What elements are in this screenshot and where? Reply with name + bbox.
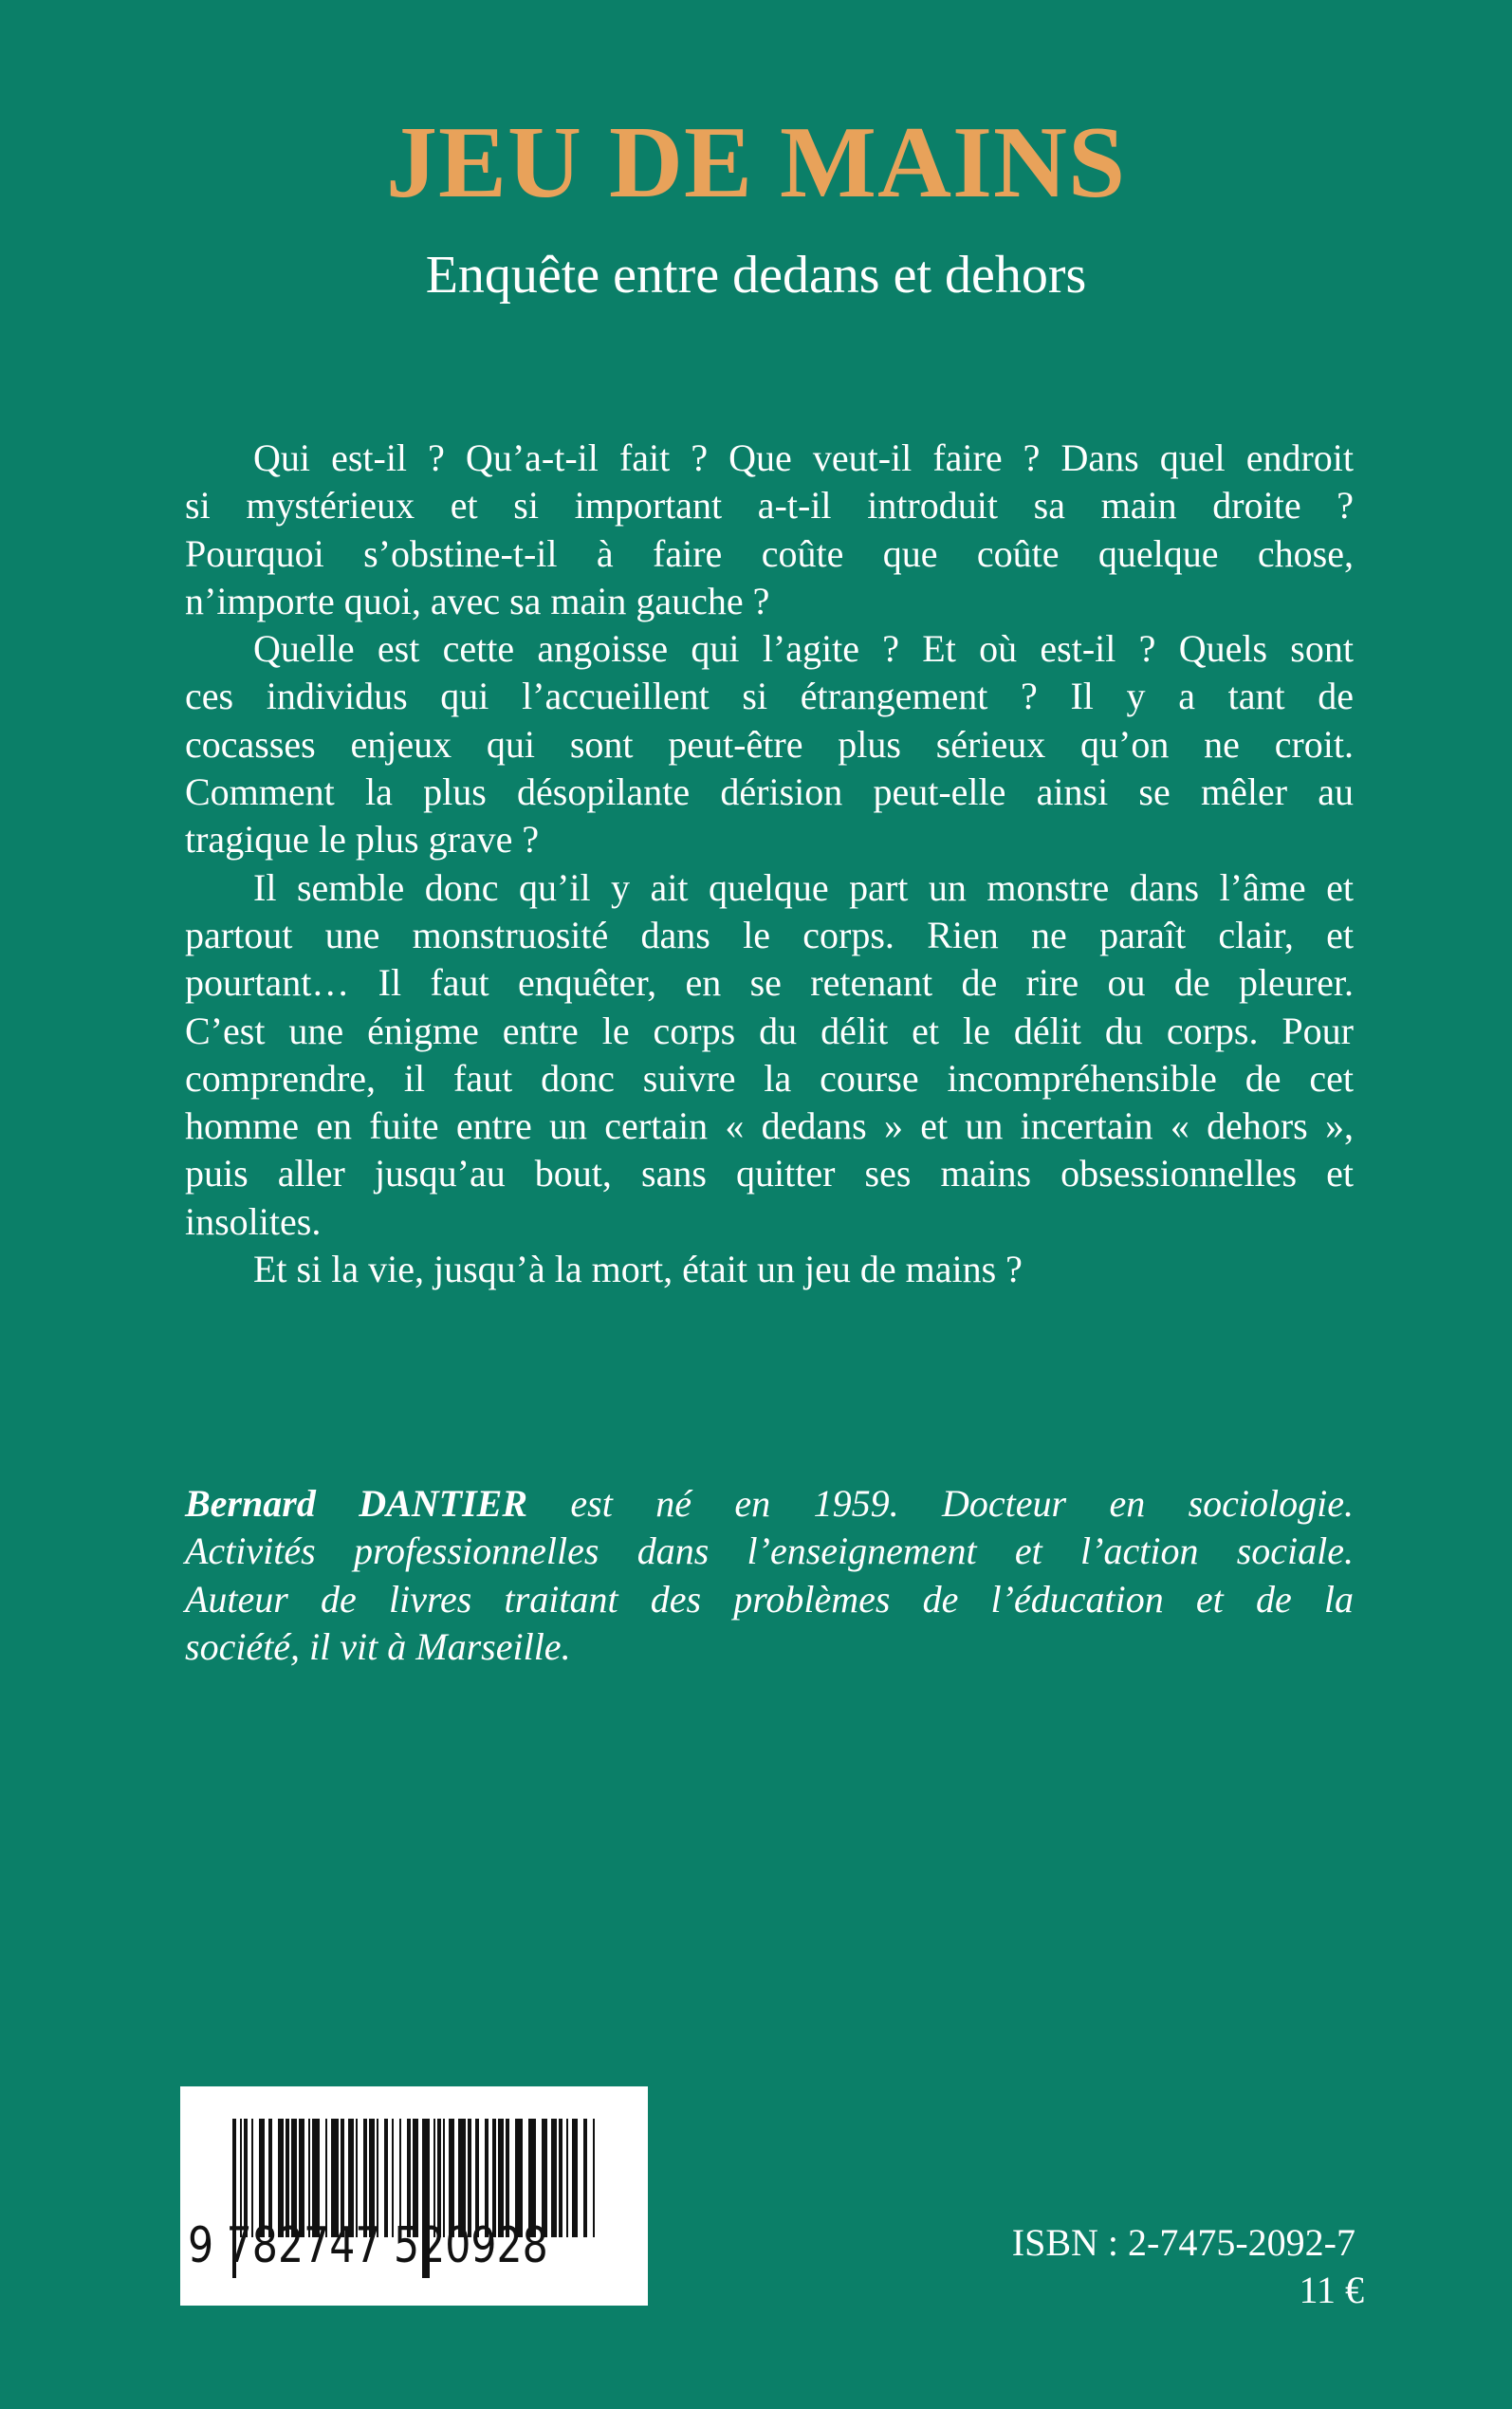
author-bio-line: Activités professionnelles dans l’enseignement et l’action sociale. <box>185 1529 1354 1573</box>
author-bio-line: Auteur de livres traitant des problèmes de l’éducation et de la <box>185 1577 1354 1621</box>
barcode-bar <box>566 2119 568 2237</box>
blurb-line: Il semble donc qu’il y ait quelque part un monstre dans l’âme et <box>253 865 1354 909</box>
blurb-line: puis aller jusqu’au bout, sans quitter ses mains obsessionnelles et <box>185 1152 1354 1195</box>
blurb-line: pourtant… Il faut enquêter, en se retenant de rire ou de pleurer. <box>185 961 1354 1005</box>
blurb-line: partout une monstruosité dans le corps. Rien ne paraît clair, et <box>185 913 1354 956</box>
author-bio-line: Bernard DANTIER est né en 1959. Docteur en sociologie. <box>185 1482 1355 1525</box>
blurb-line: ces individus qui l’accueillent si étrangement ? Il y a tant de <box>185 675 1354 718</box>
book-title: JEU DE MAINS <box>385 106 1127 219</box>
blurb-paragraph <box>185 864 1354 1246</box>
book-subtitle: Enquête entre dedans et dehors <box>425 246 1087 305</box>
barcode-bar <box>572 2119 578 2237</box>
isbn: ISBN : 2-7475-2092-7 <box>1011 2221 1355 2264</box>
blurb-line: Quelle est cette angoisse qui l’agite ? Et où est-il ? Quels sont <box>253 627 1354 671</box>
barcode-bar <box>593 2119 595 2237</box>
author-bio-line: société, il vit à Marseille. <box>185 1624 571 1668</box>
barcode-bar <box>551 2119 557 2237</box>
blurb-line: si mystérieux et si important a-t-il introduit sa main droite ? <box>185 484 1354 528</box>
blurb-line: n’importe quoi, avec sa main gauche ? <box>185 579 770 622</box>
blurb-line: C’est une énigme entre le corps du délit et le délit du corps. Pour <box>185 1009 1354 1052</box>
blurb-line: homme en fuite entre un certain « dedans » et un incertain « dehors », <box>185 1104 1354 1148</box>
blurb-line: tragique le plus grave ? <box>185 818 540 862</box>
blurb-line: Et si la vie, jusqu’à la mort, était un jeu de mains ? <box>253 1248 1023 1291</box>
author-name: Bernard DANTIER <box>185 1482 528 1525</box>
price: 11 € <box>1299 2269 1364 2311</box>
blurb-paragraph <box>185 435 1354 625</box>
barcode <box>180 2086 648 2306</box>
barcode-bar <box>559 2119 562 2237</box>
blurb-line: Pourquoi s’obstine-t-il à faire coûte que coûte quelque chose, <box>185 531 1354 575</box>
blurb-paragraph <box>185 1246 1354 1293</box>
blurb-line: Qui est-il ? Qu’a-t-il fait ? Que veut-il faire ? Dans quel endroit <box>253 436 1354 479</box>
barcode-digits: 9 782747 520928 <box>188 2217 548 2274</box>
blurb-line: cocasses enjeux qui sont peut-être plus sérieux qu’on ne croit. <box>185 722 1354 766</box>
blurb-line: Comment la plus désopilante dérision peut-elle ainsi se mêler au <box>185 770 1354 814</box>
barcode-bar <box>583 2119 587 2237</box>
blurb-line: comprendre, il faut donc suivre la course incompréhensible de cet <box>185 1056 1354 1100</box>
blurb-line: insolites. <box>185 1199 322 1243</box>
blurb-paragraph <box>185 625 1354 863</box>
blurb <box>185 435 1354 1293</box>
author-bio <box>185 1480 1354 1671</box>
